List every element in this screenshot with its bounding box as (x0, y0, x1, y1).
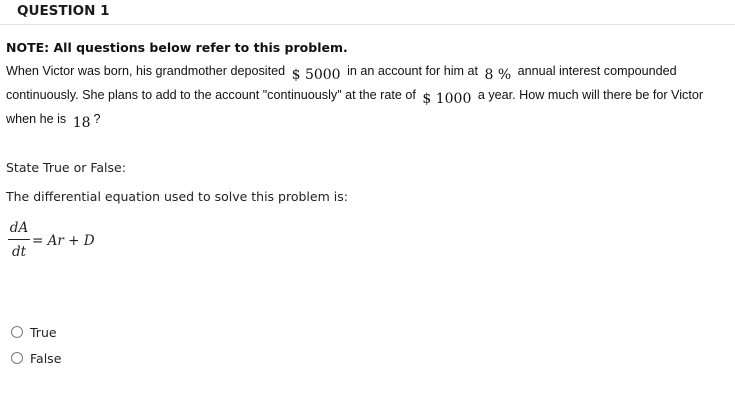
note-text: NOTE: All questions below refer to this problem. (6, 40, 348, 55)
problem-text: ? (93, 112, 101, 126)
option-label: False (30, 350, 62, 366)
problem-line-3 (6, 111, 101, 131)
problem-text: continuously. She plans to add to the account "continuously" at the rate of (6, 88, 416, 102)
problem-text: When Victor was born, his grandmother deposited (6, 64, 286, 78)
yearly-amount: $ 1000 (422, 91, 472, 107)
question-title: QUESTION 1 (17, 3, 110, 19)
statement-text: The differential equation used to solve this problem is: (6, 189, 348, 204)
equation-fraction (8, 220, 30, 260)
radio-button-true[interactable] (11, 326, 23, 338)
option-label: True (30, 324, 57, 340)
option-true[interactable] (11, 324, 57, 340)
rhs-term-2: D (83, 233, 95, 249)
problem-line-1 (6, 63, 677, 83)
equation-rhs (32, 233, 95, 249)
plus-sign: + (68, 233, 80, 249)
rhs-term-1: Ar (47, 233, 64, 249)
age-value: 18 (72, 115, 91, 131)
instruction-text: State True or False: (6, 160, 126, 175)
problem-text: annual interest compounded (517, 64, 677, 78)
interest-rate: 8 % (484, 67, 512, 83)
equation-numerator: dA (9, 220, 29, 236)
radio-button-false[interactable] (11, 352, 23, 364)
deposit-amount: $ 5000 (291, 67, 341, 83)
problem-text: a year. How much will there be for Victor (477, 88, 704, 102)
equals-sign: = (32, 233, 44, 249)
problem-text: when he is (6, 112, 67, 126)
option-false[interactable] (11, 350, 61, 366)
problem-text: in an account for him at (347, 64, 478, 78)
equation-denominator: dt (11, 244, 27, 260)
question-header (0, 0, 735, 25)
fraction-bar (8, 239, 30, 240)
problem-line-2 (6, 87, 704, 107)
